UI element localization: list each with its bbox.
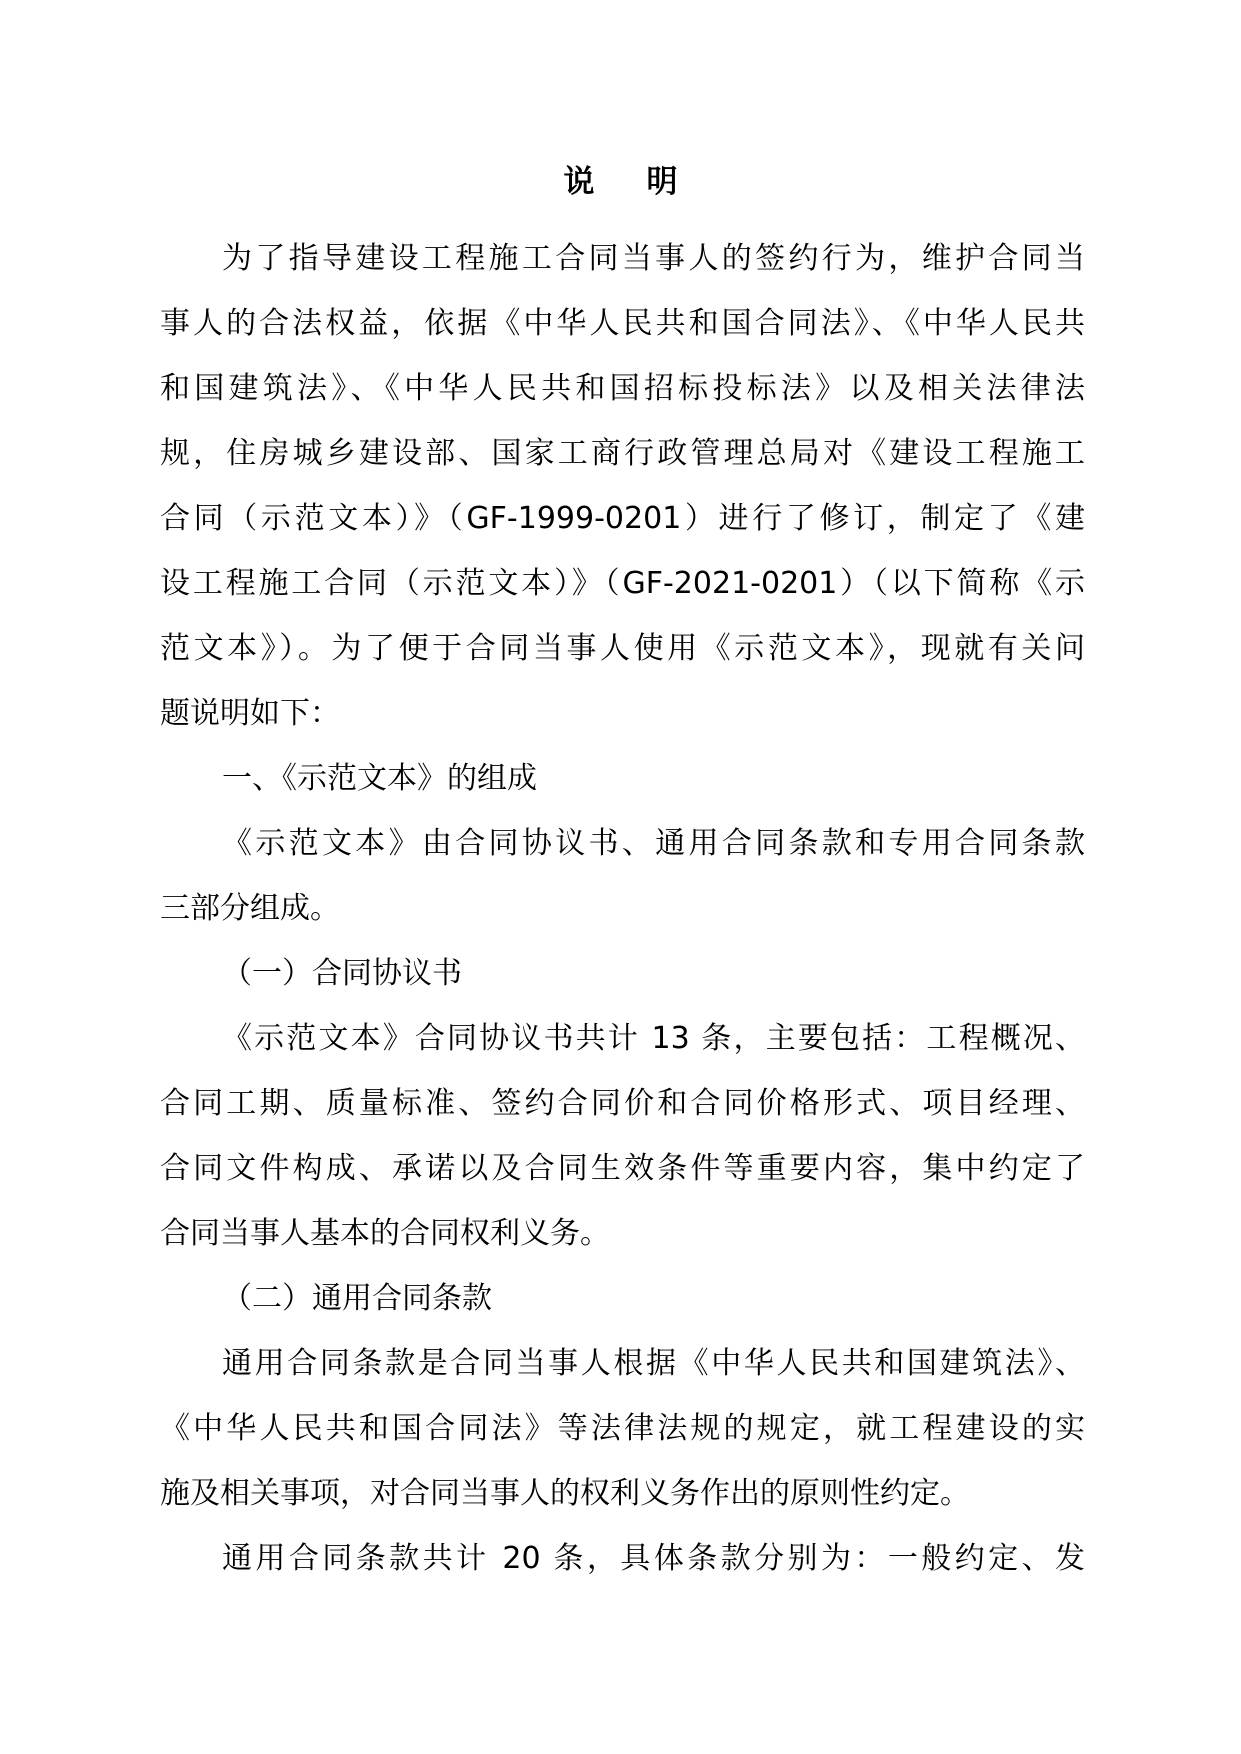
section-heading: 一、《示范文本》的组成 [222, 761, 537, 796]
paragraph-line: 《中华人民共和国合同法》等法律法规的规定，就工程建设的实 [160, 1411, 1085, 1446]
paragraph-line: 设工程施工合同（示范文本）》（GF-2021-0201）（以下简称《示 [160, 566, 1085, 601]
paragraph-line: 和国建筑法》、《中华人民共和国招标投标法》以及相关法律法 [160, 371, 1085, 406]
paragraph-line: 通用合同条款共计 20 条，具体条款分别为：一般约定、发 [222, 1541, 1085, 1576]
paragraph-line: 规，住房城乡建设部、国家工商行政管理总局对《建设工程施工 [160, 436, 1085, 471]
paragraph-line: 通用合同条款是合同当事人根据《中华人民共和国建筑法》、 [222, 1346, 1085, 1381]
paragraph-line: 合同（示范文本）》（GF-1999-0201）进行了修订，制定了《建 [160, 501, 1085, 536]
subsection-heading: （一）合同协议书 [222, 956, 462, 991]
paragraph-line: 合同工期、质量标准、签约合同价和合同价格形式、项目经理、 [160, 1086, 1085, 1121]
paragraph-line: 《示范文本》合同协议书共计 13 条，主要包括：工程概况、 [222, 1021, 1085, 1056]
paragraph-line: 三部分组成。 [160, 891, 340, 926]
paragraph-line: 题说明如下： [160, 696, 340, 731]
paragraph-line: 《示范文本》由合同协议书、通用合同条款和专用合同条款 [222, 826, 1085, 861]
paragraph-line: 为了指导建设工程施工合同当事人的签约行为，维护合同当 [222, 241, 1085, 276]
paragraph-line: 施及相关事项，对合同当事人的权利义务作出的原则性约定。 [160, 1476, 970, 1511]
subsection-heading: （二）通用合同条款 [222, 1281, 492, 1316]
paragraph-line: 事人的合法权益，依据《中华人民共和国合同法》、《中华人民共 [160, 306, 1085, 341]
page-title: 说明 [563, 164, 730, 200]
document-body [160, 226, 1085, 1591]
paragraph-line: 合同文件构成、承诺以及合同生效条件等重要内容，集中约定了 [160, 1151, 1085, 1186]
paragraph-line: 合同当事人基本的合同权利义务。 [160, 1216, 610, 1251]
paragraph-line: 范文本》）。为了便于合同当事人使用《示范文本》，现就有关问 [160, 631, 1085, 666]
